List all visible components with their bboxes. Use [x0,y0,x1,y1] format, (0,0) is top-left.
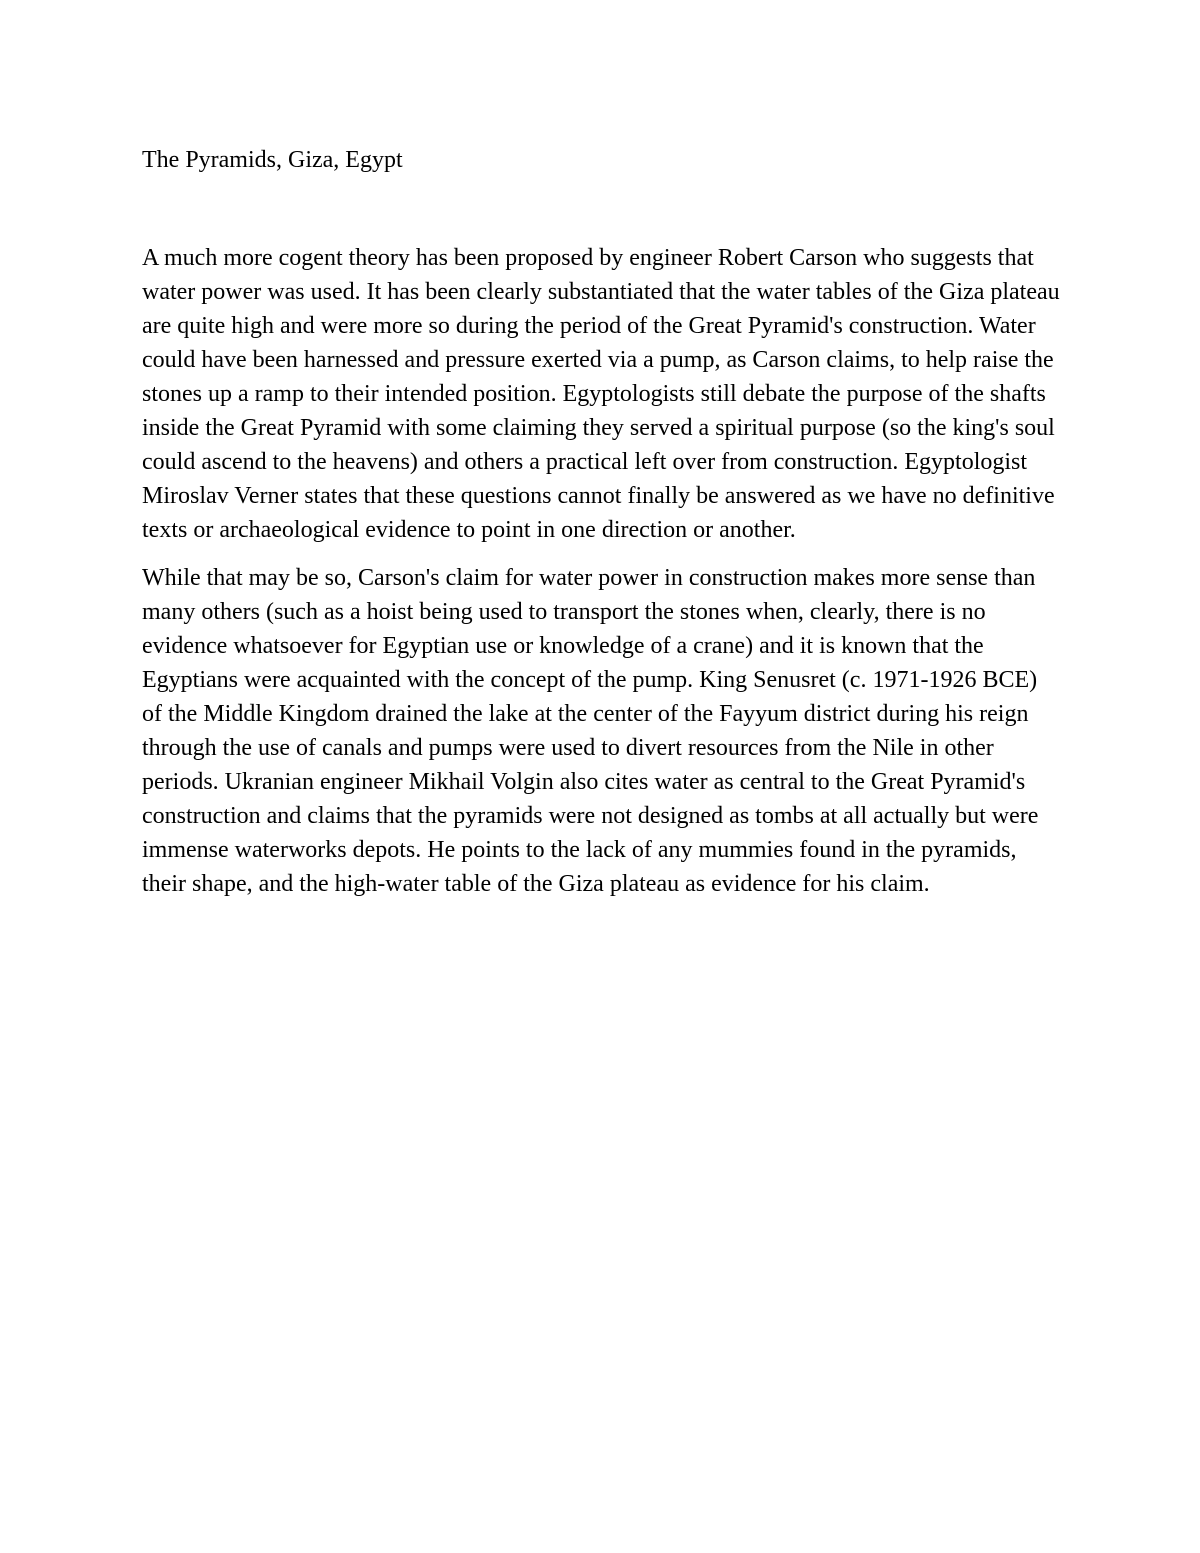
paragraph-2: While that may be so, Carson's claim for water power in construction makes more sense than many others (such as a hoist being used to transport the stones when, clearly, there is no evidence whatsoever for Egyptian use or knowledge of a crane) and it is known that the Egyptians were acquainted with the concept of the pump. King Senusret (c. 1971-1926 BCE) of the Middle Kingdom drained the lake at the center of the Fayyum district during his reign through the use of canals and pumps were used to divert resources from the Nile in other periods. Ukranian engineer Mikhail Volgin also cites water as central to the Great Pyramid's construction and claims that the pyramids were not designed as tombs at all actually but were immense waterworks depots. He points to the lack of any mummies found in the pyramids, their shape, and the high-water table of the Giza plateau as evidence for his claim. [142,565,1039,897]
document-title: The Pyramids, Giza, Egypt [142,147,403,173]
document-body [142,241,1062,915]
paragraph-1: A much more cogent theory has been proposed by engineer Robert Carson who suggests that water power was used. It has been clearly substantiated that the water tables of the Giza plateau are quite high and were more so during the period of the Great Pyramid's construction. Water could have been harnessed and pressure exerted via a pump, as Carson claims, to help raise the stones up a ramp to their intended position. Egyptologists still debate the purpose of the shafts inside the Great Pyramid with some claiming they served a spiritual purpose (so the king's soul could ascend to the heavens) and others a practical left over from construction. Egyptologist Miroslav Verner states that these questions cannot finally be answered as we have no definitive texts or archaeological evidence to point in one direction or another. [142,245,1060,543]
